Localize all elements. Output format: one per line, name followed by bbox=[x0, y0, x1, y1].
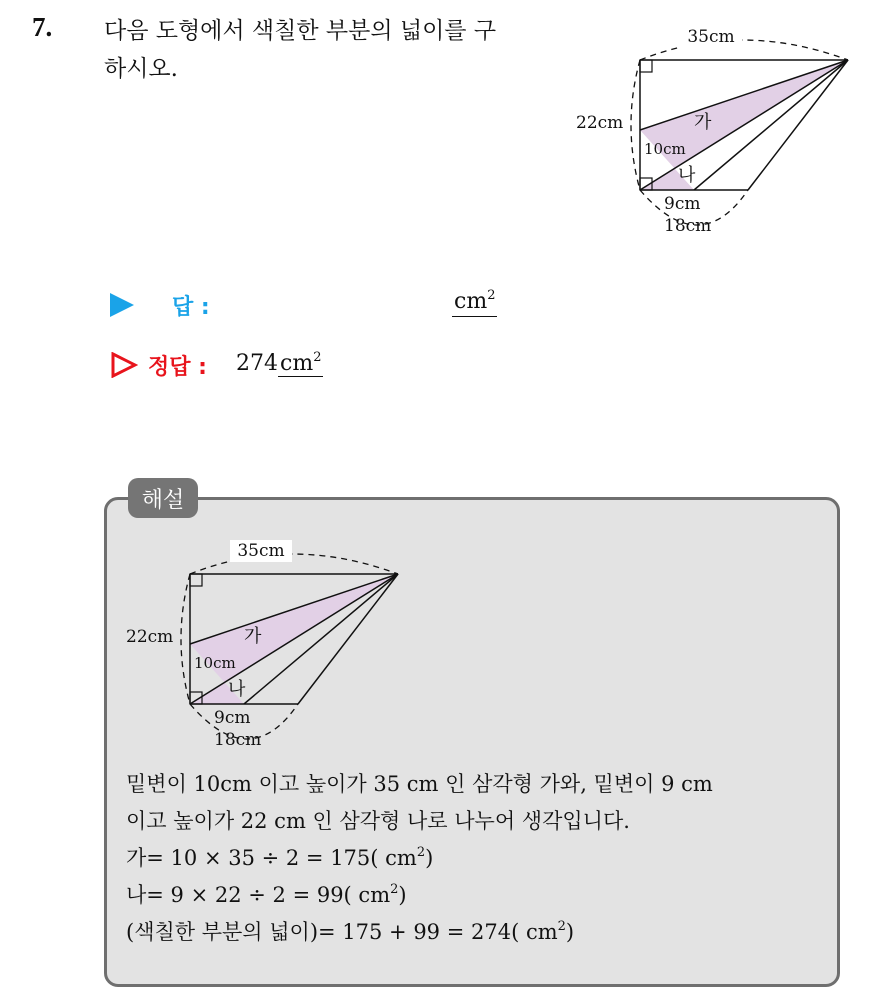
label-na: 나 bbox=[678, 165, 696, 186]
question-text bbox=[104, 12, 564, 88]
arc-top bbox=[190, 554, 398, 574]
label-10cm: 10cm bbox=[644, 140, 686, 158]
correct-value: $274cm^2$ bbox=[236, 350, 322, 376]
label-35cm: 35cm bbox=[687, 27, 735, 47]
explanation-tag: 해설 bbox=[128, 478, 198, 518]
correct-triangle-icon bbox=[110, 352, 138, 378]
label-na: 나 bbox=[228, 679, 246, 700]
answer-triangle-icon bbox=[110, 293, 134, 317]
label-9cm: 9cm bbox=[664, 194, 701, 214]
label-22cm: 22cm bbox=[126, 627, 174, 647]
answer-row bbox=[110, 288, 550, 322]
correct-label: 정답 : bbox=[148, 355, 207, 380]
label-35cm: 35cm bbox=[237, 541, 285, 561]
answer-label: 답 : bbox=[172, 295, 210, 320]
explanation-line-3: 가= 10 × 35 ÷ 2 = 175( $cm^2$) bbox=[126, 845, 434, 870]
answer-unit: $cm^2$ bbox=[452, 288, 497, 317]
label-ga: 가 bbox=[244, 626, 262, 647]
label-22cm: 22cm bbox=[576, 113, 624, 133]
arc-left bbox=[631, 60, 640, 190]
explanation-text bbox=[126, 766, 836, 951]
right-angle-mark-top bbox=[640, 60, 652, 72]
question-line-1: 다음 도형에서 색칠한 부분의 넓이를 구 bbox=[104, 18, 497, 44]
question-figure bbox=[570, 20, 870, 240]
label-9cm: 9cm bbox=[214, 708, 251, 728]
arc-top bbox=[640, 40, 848, 60]
explanation-line-4: 나= 9 × 22 ÷ 2 = 99( $cm^2$) bbox=[126, 882, 407, 907]
label-10cm: 10cm bbox=[194, 654, 236, 672]
explanation-line-2: 이고 높이가 22 cm 인 삼각형 나로 나누어 생각입니다. bbox=[126, 809, 630, 833]
question-line-2: 하시오. bbox=[104, 56, 178, 82]
explanation-line-5: (색칠한 부분의 넓이)= 175 + 99 = 274( $cm^2$) bbox=[126, 919, 575, 944]
arc-left bbox=[181, 574, 190, 704]
label-18cm: 18cm bbox=[214, 730, 262, 750]
label-ga: 가 bbox=[694, 112, 712, 133]
explanation-line-1: 밑변이 10cm 이고 높이가 35 cm 인 삼각형 가와, 밑변이 9 cm bbox=[126, 772, 713, 796]
correct-row bbox=[110, 348, 550, 382]
question-number: 7. bbox=[32, 12, 53, 42]
explanation-figure bbox=[120, 534, 420, 754]
right-angle-mark-top bbox=[190, 574, 202, 586]
label-18cm: 18cm bbox=[664, 216, 712, 236]
